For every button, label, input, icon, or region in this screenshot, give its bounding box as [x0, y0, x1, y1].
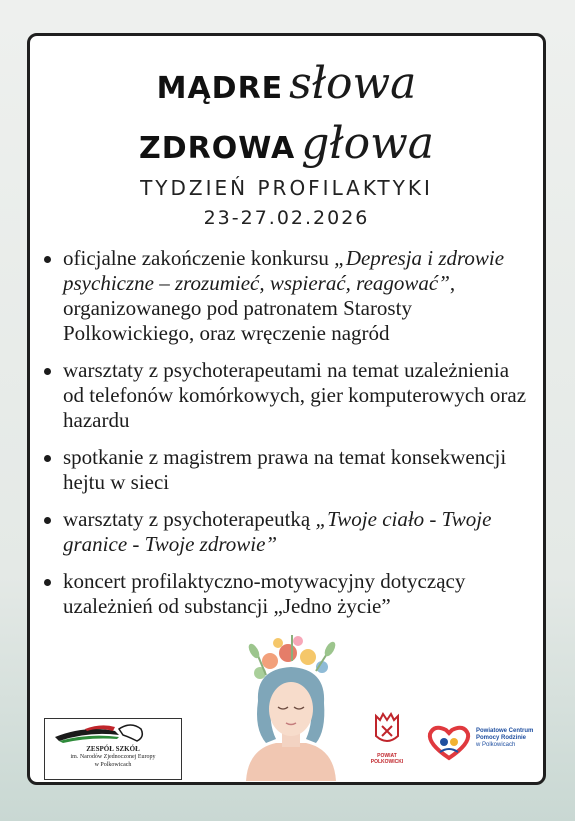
list-item: [40, 507, 530, 557]
powiat-crest-icon: [372, 712, 402, 748]
title-line-2: [30, 118, 543, 169]
pcpr-line-1: Powiatowe Centrum: [476, 728, 534, 734]
event-date: 23-27.02.2026: [203, 207, 370, 229]
item-italic: „Twoje ciało - Twoje granice - Twoje zdrowie”: [63, 507, 492, 556]
school-emblem-icon: [45, 719, 181, 745]
item-text: spotkanie z magistrem prawa na temat konsekwencji hejtu w sieci: [63, 445, 507, 494]
list-item: [40, 246, 530, 346]
school-name: ZESPÓŁ SZKÓŁ: [86, 745, 140, 753]
powiat-logo: [366, 712, 408, 778]
subtitle: TYDZIEŃ PROFILAKTYKI: [140, 176, 433, 200]
item-text-end: , organizowanego pod patronatem Starosty Polkowickiego, oraz wręczenie nagród: [63, 271, 456, 345]
item-text: oficjalne zakończenie konkursu: [63, 246, 335, 270]
title-word-slowa: słowa: [289, 58, 417, 109]
school-patron: im. Narodów Zjednoczonej Europy: [70, 754, 156, 760]
item-italic: „Depresja i zdrowie psychiczne – zrozumieć, wspierać, reagować”: [63, 246, 505, 295]
woman-flowers-illustration: [226, 631, 356, 781]
title-word-madre: MĄDRE: [156, 71, 284, 106]
program-list: [40, 246, 530, 631]
pcpr-heart-icon: [424, 722, 474, 762]
poster-card: [27, 33, 546, 785]
pcpr-logo: [424, 722, 544, 762]
item-text: koncert profilaktyczno-motywacyjny dotyczący uzależnień od substancji „Jedno życie”: [63, 569, 466, 618]
item-text: warsztaty z psychoterapeutką: [63, 507, 316, 531]
title-line-1: [30, 58, 543, 109]
pcpr-name: [476, 728, 546, 749]
powiat-label-2: POLKOWICKI: [370, 759, 404, 765]
list-item: [40, 445, 530, 495]
school-city: w Polkowicach: [94, 762, 132, 768]
list-item: [40, 358, 530, 433]
item-text: warsztaty z psychoterapeutami na temat uzależnienia od telefonów komórkowych, gier komputerowych oraz hazardu: [63, 358, 527, 432]
pcpr-line-3: w Polkowicach: [476, 742, 516, 748]
title-word-glowa: głowa: [301, 118, 435, 169]
powiat-label-1: POWIAT: [377, 753, 397, 759]
pcpr-line-2: Pomocy Rodzinie: [476, 735, 527, 741]
school-logo: [44, 718, 182, 780]
list-item: [40, 569, 530, 619]
title-word-zdrowa: ZDROWA: [138, 131, 296, 166]
